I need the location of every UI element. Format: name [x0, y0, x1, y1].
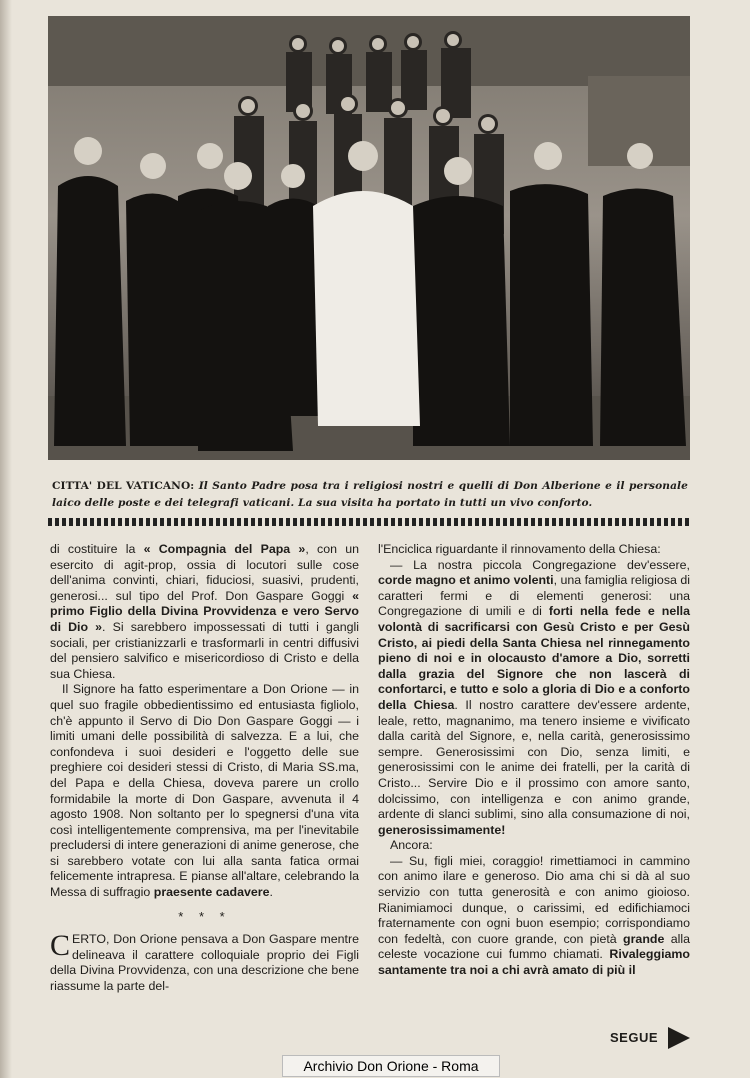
left-paragraph-1: [50, 542, 359, 682]
bold-span: praesente cadavere: [153, 885, 270, 900]
page-edge-shadow: [0, 0, 12, 1078]
right-paragraph-2: [378, 558, 690, 839]
section-separator: * * *: [178, 908, 231, 924]
text-span: di costituire la: [50, 542, 144, 556]
archive-footer: Archivio Don Orione - Roma: [282, 1055, 500, 1077]
bold-span: corde magno et animo volenti: [378, 573, 554, 588]
right-paragraph-1: l'Enciclica riguardante il rinnovamento della Chiesa:: [378, 542, 661, 556]
text-span: .: [269, 885, 273, 900]
text-span: alla celeste vocazione cui fummo chiamati.: [378, 931, 690, 962]
left-column: [50, 542, 359, 995]
right-paragraph-3: Ancora:: [390, 838, 433, 853]
right-paragraph-4: [378, 854, 690, 979]
text-span: . Si sarebbero impossessati di tutti i gangli sociali, per cristianizzarli e trasformarli in centri diffusivi del pensiero salvifico e misericordioso di Cristo e della sua Chiesa.: [50, 619, 359, 681]
photo-caption: [52, 478, 688, 512]
drop-cap: C: [50, 929, 71, 963]
bold-span: Rivaleggiamo santamente tra noi a chi avrà amato di più il: [378, 947, 690, 978]
continue-label: SEGUE: [610, 1030, 659, 1045]
bold-span: « primo Figlio della Divina Provvidenza e vero Servo di Dio »: [50, 588, 359, 634]
text-span: — Su, figli miei, coraggio! rimettiamoci in cammino con animo ilare e generoso. Dio ama chi si dà al suo servizio con tutta generosità e con animo gioioso. Rianimiamoci dunque, o carissimi, ed edifichiamoci fraternamente con ogni buon esempio; corrispondiamo con fedeltà, con cuore grande, con pietà: [378, 853, 690, 946]
continue-arrow-icon: [668, 1027, 690, 1049]
group-photo: [48, 16, 690, 460]
bold-span: forti nella fede e nella volontà di sacrificarsi con Gesù Cristo e per Gesù Cristo, ai piedi della Santa Chiesa nel rinnegamento pieno di noi e in olocausto d'amore a Dio, sorretti dalla grazia del Signore che non lascerà di confortarci, e tutto e solo a gloria di Dio e a conforto della Chiesa: [378, 604, 690, 712]
left-paragraph-2: [50, 682, 359, 900]
dashed-divider: [48, 518, 690, 526]
text-span: ERTO, Don Orione pensava a Don Gaspare mentre delineava il carattere colloquiale proprio dei Figli della Divina Provvidenza, con una descrizione che bene riassume la parte del-: [50, 932, 359, 994]
bold-span: grande: [623, 931, 665, 946]
group-photo-icon: [48, 16, 690, 460]
text-span: Il Signore ha fatto esperimentare a Don Orione — in quel suo fragile obbedientissimo ed entusiasta figliolo, ch'è appunto il Servo di Dio Don Gaspare Goggi — i limiti umani delle possibilità di salvezza. E a lui, che confondeva i suoi desideri e l'oggetto delle sue preghiere coi desideri stessi di Cristo, di Maria SS.ma, del Papa e della Chiesa, doveva parere un crollo formidabile la morte di Don Gaspare, avvenuta il 4 agosto 1908. Non soltanto per lo spegnersi d'una vita così intelligentemente comprensiva, ma per l'inevitabile precludersi di intere generazioni di anime generose, che si sarebbero votate con lui alla santa fatica ormai felicemente intrapresa. E pianse all'altare, celebrando la Messa di suffragio: [50, 682, 359, 900]
text-span: , una famiglia religiosa di caratteri fermi e di elementi generosi: una Congregazione di umili e di: [378, 573, 690, 619]
text-span: — La nostra piccola Congregazione dev'essere,: [390, 557, 690, 572]
text-span: , con un esercito di agit-prop, ossia di locutori sulle cose dell'anima convinti, chiari, fiduciosi, suasivi, prudenti, generosi... sul tipo del Prof. Don Gaspare Goggi: [50, 542, 359, 603]
bold-span: « Compagnia del Papa »: [143, 542, 306, 556]
left-paragraph-3: [50, 929, 359, 994]
right-column: [378, 542, 690, 979]
text-span: . Il nostro carattere dev'essere ardente, leale, retto, magnanimo, ma tenero insieme e vivificato dalla carità del Signore, e, nella carità, generosissimo sempre. Generosissimi con Dio, senza limiti, e generosissimi con le anime dei fratelli, per la carità di Cristo... Servire Dio e il prossimo con amore santo, dolcissimo, con intelligenza e con animo grande, ardente di slanci sublimi, sino alla consumazione di noi,: [378, 697, 691, 822]
caption-lead: CITTA' DEL VATICANO:: [52, 480, 195, 492]
caption-text: Il Santo Padre posa tra i religiosi nostri e quelli di Don Alberione e il personale laico delle poste e dei telegrafi vaticani. La sua visita ha portato in tutti un vivo conforto.: [52, 480, 689, 509]
bold-span: generosissimamente!: [378, 822, 506, 837]
